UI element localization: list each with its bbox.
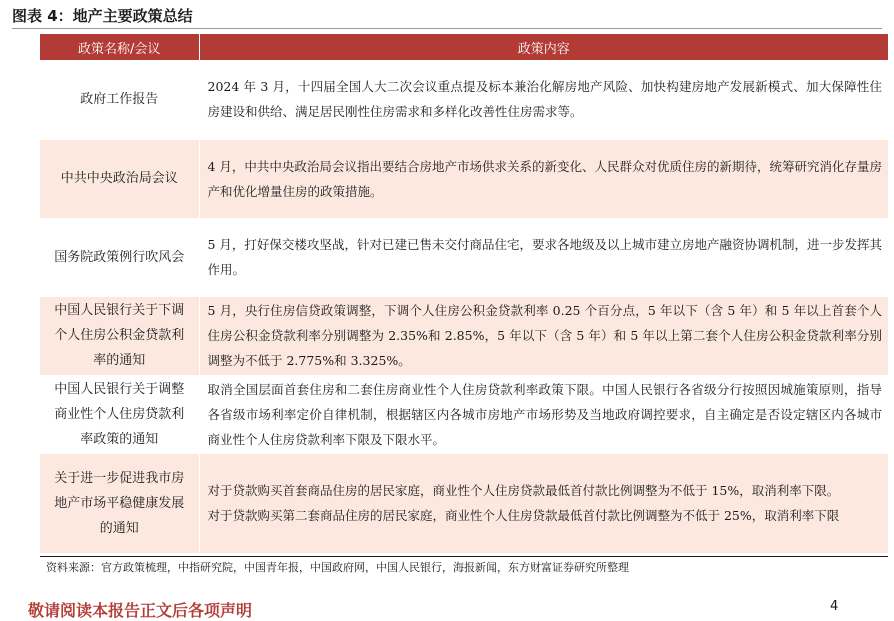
title-divider [12,28,882,29]
policy-content-paragraph: 5 月，央行住房信贷政策调整，下调个人住房公积金贷款利率 0.25 个百分点，5 年以下（含 5 年）和 5 年以上首套个人住房公积金贷款利率分别调整为 2.35%和 2.85%，5 年以下（含 5 年）和 5 年以上第二套个人住房公积金贷款利率分别调整为不低于 2.775%和 3.325%。 [207,303,882,368]
policy-content-cell [199,139,888,218]
table-row [40,60,888,139]
policy-table [40,34,888,554]
policy-content-paragraph: 4 月，中共中央政治局会议指出要结合房地产市场供求关系的新变化、人民群众对优质住房的新期待，统筹研究消化存量房产和优化增量住房的政策措施。 [207,158,882,199]
table-row [40,296,888,375]
policy-content-cell [199,60,888,139]
policy-content-cell [199,296,888,375]
policy-content-paragraph: 取消全国层面首套住房和二套住房商业性个人住房贷款利率政策下限。中国人民银行各省级分行按照因城施策原则，指导各省级市场利率定价自律机制，根据辖区内各城市房地产市场形势及当地政府调控要求，自主确定是否设定辖区内各城市商业性个人住房贷款利率下限及下限水平。 [207,381,882,447]
page-number: 4 [830,599,839,614]
table-header-row [40,34,888,60]
policy-name-cell: 政府工作报告 [40,60,199,139]
policy-name-cell: 关于进一步促进我市房地产市场平稳健康发展的通知 [40,453,199,553]
policy-content-paragraph: 对于贷款购买第二套商品住房的居民家庭，商业性个人住房贷款最低首付款比例调整为不低于 25%，取消利率下限 [207,508,840,523]
column-header-policy-content: 政策内容 [199,34,888,60]
table-row [40,453,888,553]
policy-name-cell: 中共中央政治局会议 [40,139,199,218]
policy-name-cell: 国务院政策例行吹风会 [40,218,199,296]
policy-content-cell [199,375,888,453]
column-header-policy-name: 政策名称/会议 [40,34,199,60]
policy-content-paragraph: 2024 年 3 月，十四届全国人大二次会议重点提及标本兼治化解房地产风险、加快构建房地产发展新模式、加大保障性住房建设和供给、满足居民刚性住房需求和多样化改善性住房需求等。 [207,79,882,120]
table-row [40,139,888,218]
source-note: 资料来源：官方政策梳理，中指研究院，中国青年报，中国政府网，中国人民银行，海报新闻，东方财富证券研究所整理 [40,556,888,578]
policy-content-cell [199,453,888,553]
policy-content-paragraph: 对于贷款购买首套商品住房的居民家庭，商业性个人住房贷款最低首付款比例调整为不低于 15%，取消利率下限。 [207,483,840,498]
policy-name-cell: 中国人民银行关于下调个人住房公积金贷款利率的通知 [40,296,199,375]
figure-title: 图表 4：地产主要政策总结 [12,7,193,25]
disclaimer-link[interactable]: 敬请阅读本报告正文后各项声明 [28,601,253,620]
policy-name-cell: 中国人民银行关于调整商业性个人住房贷款利率政策的通知 [40,375,199,453]
table-row [40,218,888,296]
policy-content-paragraph: 5 月，打好保交楼攻坚战，针对已建已售未交付商品住宅，要求各地级及以上城市建立房地产融资协调机制，进一步发挥其作用。 [207,237,882,277]
policy-content-cell [199,218,888,296]
table-row [40,375,888,453]
